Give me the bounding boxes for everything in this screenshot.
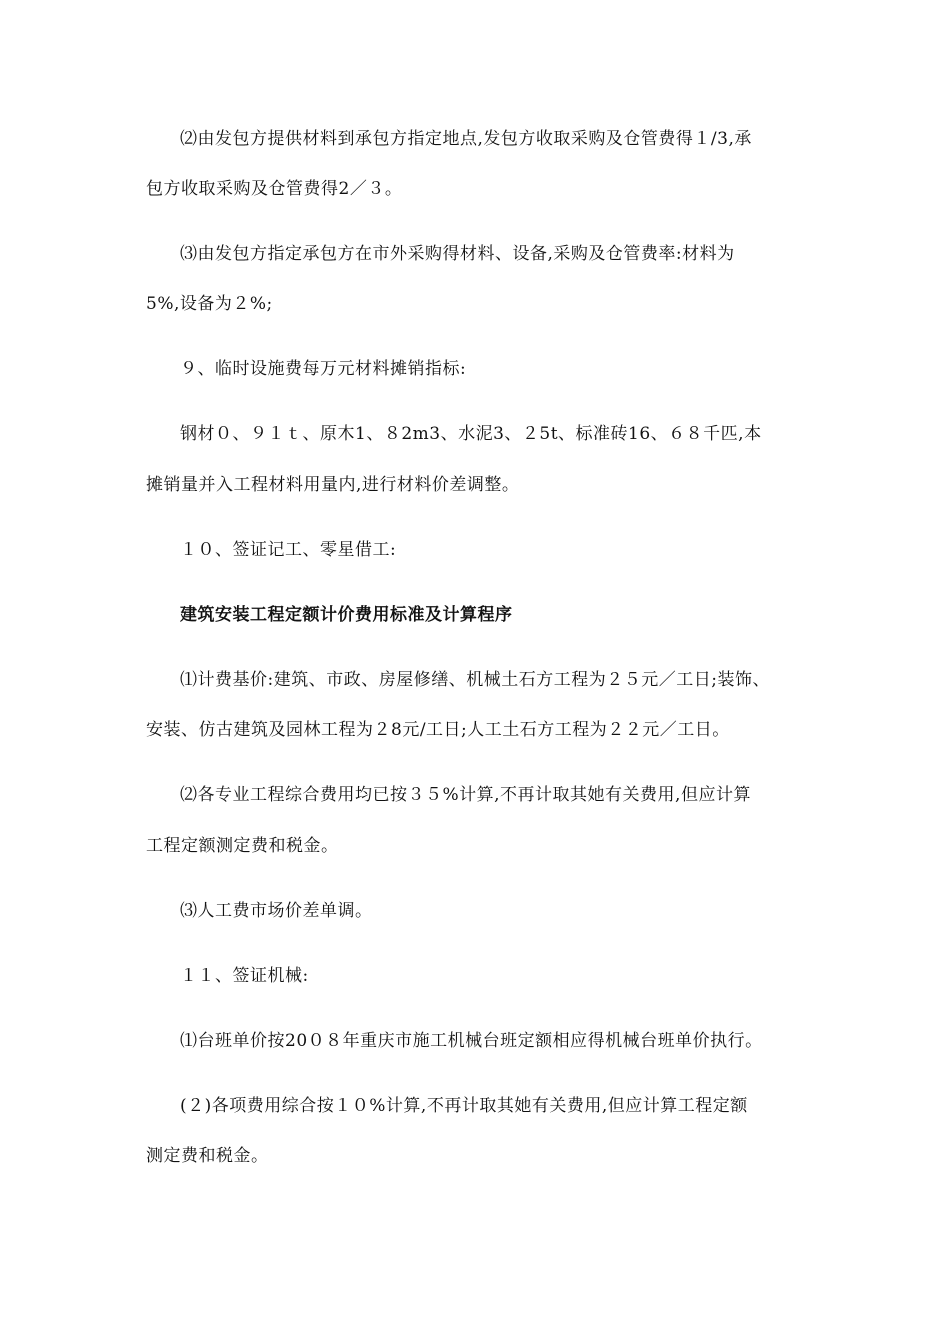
paragraph-line: 测定费和税金。 <box>146 1146 269 1166</box>
paragraph-line: 安装、仿古建筑及园林工程为２8元/工日;人工土石方工程为２２元／工日。 <box>146 720 730 740</box>
paragraph-line: １０、签证记工、零星借工: <box>180 540 397 560</box>
paragraph-line: ⑶由发包方指定承包方在市外采购得材料、设备,采购及仓管费率:材料为 <box>180 244 735 264</box>
paragraph-line: 5%,设备为２%; <box>146 294 273 314</box>
paragraph-line: (２)各项费用综合按１０%计算,不再计取其她有关费用,但应计算工程定额 <box>180 1096 748 1116</box>
paragraph-line: 钢材０、９１ｔ、原木1、８2m3、水泥3、２5t、标准砖16、６８千匹,本 <box>180 424 762 444</box>
paragraph-line: ⑴台班单价按20０８年重庆市施工机械台班定额相应得机械台班单价执行。 <box>180 1031 763 1051</box>
paragraph-line: 摊销量并入工程材料用量内,进行材料价差调整。 <box>146 475 520 495</box>
paragraph-line: ⑴计费基价:建筑、市政、房屋修缮、机械土石方工程为２５元／工日;装饰、 <box>180 670 770 690</box>
paragraph-line: 包方收取采购及仓管费得2／３。 <box>146 179 403 199</box>
paragraph-line: ⑵由发包方提供材料到承包方指定地点,发包方收取采购及仓管费得１/3,承 <box>180 129 752 149</box>
paragraph-line: 工程定额测定费和税金。 <box>146 836 339 856</box>
paragraph-line: ９、临时设施费每万元材料摊销指标: <box>180 359 467 379</box>
paragraph-line: ⑶人工费市场价差单调。 <box>180 901 373 921</box>
section-heading: 建筑安装工程定额计价费用标准及计算程序 <box>180 605 513 625</box>
paragraph-line: １１、签证机械: <box>180 966 309 986</box>
paragraph-line: ⑵各专业工程综合费用均已按３５%计算,不再计取其她有关费用,但应计算 <box>180 785 751 805</box>
